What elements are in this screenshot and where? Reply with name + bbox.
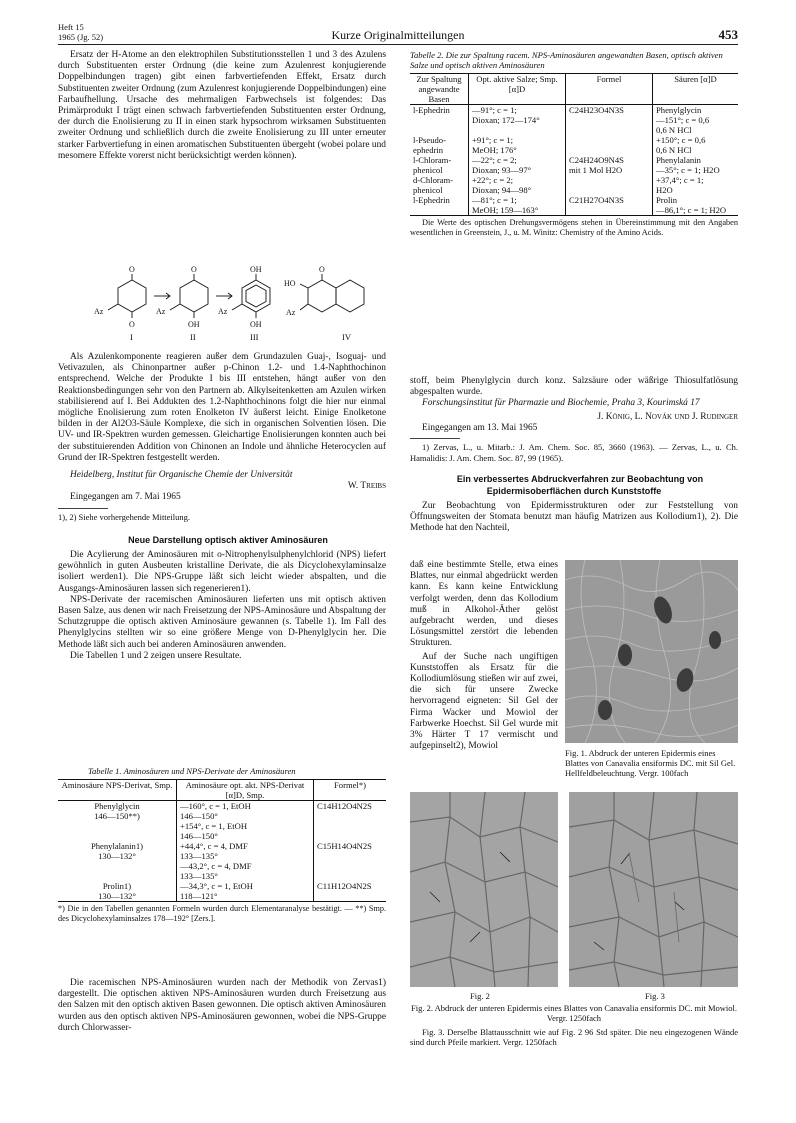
- table-header: Säuren [α]D: [674, 74, 717, 84]
- table-cell: Dioxan; 93—97°: [469, 165, 566, 175]
- institution: Forschungsinstitut für Pharmazie und Biochemie, Praha 3, Kourimská 17: [422, 398, 700, 409]
- table-header: Formel: [566, 74, 653, 105]
- figure-2-micrograph: [410, 792, 558, 987]
- table-cell: 133—135°: [177, 851, 314, 861]
- table-row: [410, 165, 738, 175]
- table-cell: [314, 871, 387, 881]
- figure-1-caption: Fig. 1. Abdruck der unteren Epidermis eines Blattes von Canavalia ensiformis DC. mit Sil Gel. Hellfeldbeleuchtung. Vergr. 100fach: [565, 748, 736, 778]
- atom-label: OH: [250, 320, 262, 329]
- reaction-scheme: [90, 262, 370, 342]
- table-cell: +91°; c = 1;: [469, 135, 566, 145]
- paragraph: Als Azulenkomponente reagieren außer dem Grundazulen Guaj-, Isoguaj- und Vetivazulen, als Chinonpartner außer p-Chinon 1.2- und 1.4-Naphthochinon entsprechend. Welche der Produkte I bis III entstehen, hängt außer von den Reaktionsbedingungen sehr von den Partnern ab. Alkylseitenketten am Azulen wirken stabilisierend auf I. Bei Addukten des 1.2-Naphthochinons folgt die hier nur einmal mögliche Enolisierung zum roten Enolketon IV äußerst leicht. Einige Enolketone bilden in der Al2O3-Säule Komplexe, die sich in organischen Solventien lösen. Die UV- und IR-Spektren wurden gemessen. Gleichartige Enolisierungen konnten auch bei der substituierenden Addition von Chinonen an Indole und ähnliche Heterocyclen auf Grund der IR-Spektren festgestellt werden.: [58, 352, 386, 463]
- table-cell: phenicol: [410, 185, 469, 195]
- table-cell: [410, 205, 469, 216]
- paragraph: Zur Beobachtung von Epidermisstrukturen oder zur Feststellung von Öffnungsweiten der Stomata benutzt man häufig Matrizen aus Kollodium1), 2). Die Methode hat den Nachteil,: [410, 500, 738, 534]
- table-header: Aminosäure NPS-Derivat, Smp.: [58, 780, 177, 801]
- issue-number: Heft 15: [58, 22, 84, 32]
- table-cell: Prolin: [656, 195, 678, 205]
- table-cell: 0,6 N HCl: [656, 125, 692, 135]
- page-number: 453: [718, 27, 738, 42]
- table2-title: Tabelle 2. Die zur Spaltung racem. NPS-Aminosäuren angewandten Basen, optisch aktiven Salze und optisch aktiven Aminosäuren: [410, 50, 723, 70]
- table-cell: Dioxan; 172—174°: [469, 115, 566, 125]
- table-cell: [566, 145, 653, 155]
- atom-label: Az: [94, 307, 104, 316]
- compound-label: I: [130, 332, 133, 342]
- paragraph: Die racemischen NPS-Aminosäuren wurden nach der Methodik von Zervas1) dargestellt. Die optischen aktiven NPS-Aminosäuren wurden durch Freisetzung aus den Salzen mit den optisch aktiven Basen gewonnen. Die optisch aktiven Aminosäuren wurden aus den optisch aktiven NPS-Aminosäuren gewonnen, wobei die NPS-Gruppe durch Chlorwasser-: [58, 978, 386, 1033]
- table-cell: d-Chloram-: [410, 175, 469, 185]
- table-cell: l-Ephedrin: [410, 195, 469, 205]
- figure-1-micrograph: [565, 560, 738, 743]
- table-cell: —151°; c = 0,6: [656, 115, 710, 125]
- table-row: [410, 185, 738, 195]
- table-cell: —34,3°, c = 1, EtOH: [177, 881, 314, 891]
- table1-block: [58, 766, 386, 923]
- atom-label: O: [129, 265, 135, 274]
- table-cell: H2O: [656, 185, 673, 195]
- atom-label: Az: [286, 308, 296, 317]
- table-cell: 146—150°: [177, 811, 314, 821]
- running-header-section: Kurze Originalmitteilungen: [331, 28, 465, 42]
- table-header: Zur Spaltung angewandte Basen: [410, 74, 469, 105]
- table-cell: [469, 125, 566, 135]
- table-row: [410, 205, 738, 216]
- table-cell: MeOH; 176°: [469, 145, 566, 155]
- table-cell: phenicol: [410, 165, 469, 175]
- table-row: [58, 811, 386, 821]
- left-column-middle: [58, 352, 386, 662]
- atom-label: O: [191, 265, 197, 274]
- table-header: Aminosäure opt. akt. NPS-Derivat [α]D, Smp.: [177, 780, 314, 801]
- table-cell: —22°; c = 2;: [469, 155, 566, 165]
- table-cell: 118—121°: [177, 891, 314, 902]
- cell-walls-texture: [569, 792, 738, 987]
- table1-title: Tabelle 1. Aminosäuren und NPS-Derivate der Aminosäuren: [88, 766, 296, 776]
- table-row: [58, 851, 386, 861]
- table-row: [410, 145, 738, 155]
- figure-2-caption: Fig. 2. Abdruck der unteren Epidermis eines Blattes von Canavalia ensiformis DC. mit Mowiol. Vergr. 1250fach: [410, 1003, 738, 1023]
- table-cell: C24H23O4N3S: [566, 105, 653, 116]
- figure-2-label: Fig. 2: [470, 991, 490, 1001]
- table-row: [410, 115, 738, 125]
- table-cell: Prolin1): [58, 881, 177, 891]
- table-cell: 146—150**): [58, 811, 177, 821]
- table-header: Opt. aktive Salze; Smp. [α]D: [469, 74, 566, 105]
- table-row: [58, 871, 386, 881]
- received-date: Eingegangen am 7. Mai 1965: [70, 492, 181, 503]
- table-row: [58, 861, 386, 871]
- paragraph: Ersatz der H-Atome an den elektrophilen Substitutionsstellen 1 und 3 des Azulens durch Substituenten erster Ordnung (die keine zum Azulenrest konjugierende Doppelbindungen tragen) gibt einen farbvertiefenden Effekt, Ersatz durch Substituenten zweiter Ordnung (zum Azulenrest konjugierende Doppelbindungen) eine Farbaufhellung. Ursache des mehrmaligen Farbwechsels ist folgendes: Das Primärprodukt I trägt einen schwach farbvertiefenden Substituenten erster Ordnung, der durch die Enolisierung zu II in einen stark hypsochrom wirksamen Substituenten zweiter Ordnung und schließlich durch die zweite Enolisierung zu III unter erneuter starker Farbvertiefung in einen aromatischen Substituenten übergeht (wobei polare und mesomere Effekte vorerst nicht berücksichtigt werden können).: [58, 50, 386, 161]
- table-cell: 0,6 N HCl: [656, 145, 692, 155]
- atom-label: Az: [156, 307, 166, 316]
- table-cell: —43,2°, c = 4, DMF: [177, 861, 314, 871]
- paragraph: Die Tabellen 1 und 2 zeigen unsere Resultate.: [70, 650, 242, 661]
- table-cell: [410, 125, 469, 135]
- table-cell: C15H14O4N2S: [317, 841, 372, 851]
- table-cell: mit 1 Mol H2O: [566, 165, 653, 175]
- table-row: [58, 881, 386, 891]
- table-cell: [566, 115, 653, 125]
- table-cell: [314, 891, 387, 902]
- table-cell: [314, 811, 387, 821]
- paragraph: Auf der Suche nach ungiftigen Kunststoffen als Ersatz für die Kollodiumlösung stießen wir auf zwei, die sich für unsere Zwecke hervorragend eigneten: Sil Gel der Firma Wacker und Mowiol der Farbwerke Hoechst. Sil Gel wurde mit 3% Härter T 17 vermischt und aufgepinselt2), Mowiol: [410, 651, 558, 752]
- table-cell: [566, 135, 653, 145]
- atom-label: Az: [218, 307, 228, 316]
- table-header: Formel*): [334, 780, 366, 790]
- atom-label: HO: [284, 279, 296, 288]
- footnote-rule: [58, 508, 108, 509]
- section-title: Ein verbessertes Abdruckverfahren zur Beobachtung von Epidermisoberflächen durch Kunststoffe: [456, 474, 704, 496]
- table-cell: Phenylglycin: [58, 801, 177, 812]
- left-column-top: [58, 50, 386, 162]
- table-row: [410, 105, 738, 116]
- table2-block: [410, 50, 738, 238]
- paragraph: daß eine bestimmte Stelle, etwa eines Blattes, nur einmal abgedrückt werden kann. Es kann keine Entwicklung verfolgt werden, denn das Kollodium muß in Alkohol-Äther gelöst aufgebracht werden, und dieses Lösungsmittel zerstört die lebenden Strukturen.: [410, 560, 558, 649]
- atom-label: OH: [250, 265, 262, 274]
- header-rule: [58, 44, 738, 45]
- table-cell: —35°; c = 1; H2O: [656, 165, 720, 175]
- table-row: [410, 195, 738, 205]
- cell-walls-texture: [410, 792, 558, 987]
- table-row: [58, 891, 386, 902]
- table-cell: C14H12O4N2S: [317, 801, 372, 811]
- paragraph: NPS-Derivate der racemischen Aminosäuren lieferten uns mit optisch aktiven Basen Salze, aus denen wir nach Freisetzung der NPS-Aminosäure und Abspaltung der Schutzgruppe die optisch aktiven Aminosäure gewannen (s. Tabelle 1). Im Fall des Phenylglycins stellten wir so eine größere Menge von D-Phenylglycin her. Die Methode läßt sich auch bei anderen Aminosäuren anwenden.: [58, 594, 386, 650]
- table-cell: +154°, c = 1, EtOH: [177, 821, 314, 831]
- table-row: [58, 801, 386, 812]
- atom-label: OH: [188, 320, 200, 329]
- table-cell: MeOH; 159—163°: [469, 205, 566, 216]
- table-cell: [566, 205, 653, 216]
- table-cell: [410, 115, 469, 125]
- atom-label: O: [129, 320, 135, 329]
- table-cell: C11H12O4N2S: [317, 881, 372, 891]
- table-row: [58, 831, 386, 841]
- table-cell: [58, 821, 177, 831]
- compound-label: III: [250, 332, 259, 342]
- table-cell: l-Pseudo-: [410, 135, 469, 145]
- table-cell: +44,4°, c = 4, DMF: [177, 841, 314, 851]
- atom-label: O: [319, 265, 325, 274]
- table-cell: 130—132°: [58, 851, 177, 861]
- left-column-bottom: [58, 978, 386, 1034]
- table-cell: 146—150°: [177, 831, 314, 841]
- table-row: [58, 821, 386, 831]
- table-cell: —86,1°; c = 1; H2O: [656, 205, 727, 215]
- author: W. Treibs: [347, 481, 386, 492]
- compound-label: IV: [342, 332, 351, 342]
- table-cell: [58, 871, 177, 881]
- table-row: [410, 155, 738, 165]
- footnote: 1) Zervas, L., u. Mitarb.: J. Am. Chem. Soc. 85, 3660 (1963). — Zervas, L., u. Ch. Hamalidis: J. Am. Chem. Soc. 87, 99 (1965).: [410, 442, 738, 464]
- table-row: [58, 841, 386, 851]
- footnote: 1), 2) Siehe vorhergehende Mitteilung.: [58, 511, 191, 522]
- received-date: Eingegangen am 13. Mai 1965: [422, 422, 538, 433]
- paragraph: Die Acylierung der Aminosäuren mit o-Nitrophenylsulphenylchlorid (NPS) liefert gewöhnlich in guten Ausbeuten kristalline Derivate, die als Dicyclohexylaminsalze isoliert werden1). Die NPS-Gruppe läßt sich leicht wieder abspalten, und die Ausgangs-Aminosäuren lassen sich regenerieren1).: [58, 550, 386, 594]
- table-cell: [566, 185, 653, 195]
- right-narrow-column: [410, 560, 558, 752]
- table-cell: 130—132°: [58, 891, 177, 902]
- table-cell: [314, 861, 387, 871]
- figure-3-caption: Fig. 3. Derselbe Blattausschnitt wie auf Fig. 2 96 Std später. Die neu eingezogenen Wände sind durch Pfeile markiert. Vergr. 1250fach: [410, 1027, 738, 1047]
- table-cell: [58, 861, 177, 871]
- table-row: [410, 135, 738, 145]
- table-cell: [314, 831, 387, 841]
- table-row: [410, 125, 738, 135]
- table-cell: —91°; c = 1;: [469, 105, 566, 116]
- table-cell: [566, 125, 653, 135]
- table-cell: [314, 851, 387, 861]
- table-cell: Phenylglycin: [656, 105, 702, 115]
- table-cell: 133—135°: [177, 871, 314, 881]
- table-cell: [566, 175, 653, 185]
- table-cell: [314, 821, 387, 831]
- table-cell: ephedrin: [410, 145, 469, 155]
- table-cell: Phenylalanin1): [58, 841, 177, 851]
- figure-3-label: Fig. 3: [645, 991, 665, 1001]
- right-column-top: [410, 376, 738, 534]
- section-title: Neue Darstellung optisch aktiver Aminosäuren: [128, 534, 328, 545]
- table-cell: C21H27O4N3S: [566, 195, 653, 205]
- table-cell: [58, 831, 177, 841]
- table1: [58, 779, 386, 902]
- paragraph: stoff, beim Phenylglycin durch konz. Salzsäure oder wäßrige Thiosulfatlösung abgespalten wurde.: [410, 376, 738, 398]
- issue-year: 1965 (Jg. 52): [58, 32, 104, 42]
- compound-label: II: [190, 332, 196, 342]
- table-cell: +37,4°; c = 1;: [656, 175, 704, 185]
- table-cell: l-Chloram-: [410, 155, 469, 165]
- table1-note: *) Die in den Tabellen genannten Formeln wurden durch Elementaranalyse bestätigt. — **) Smp. des Dicyclohexylaminsalzes 178—192° [Zers.].: [58, 904, 386, 923]
- table-cell: Phenylalanin: [656, 155, 701, 165]
- footnote-rule: [410, 438, 460, 439]
- table-row: [410, 175, 738, 185]
- table-cell: +150°; c = 0,6: [656, 135, 706, 145]
- authors: J. König, L. Novák und J. Rudinger: [597, 411, 738, 422]
- table-cell: +22°; c = 2;: [469, 175, 566, 185]
- table2: [410, 73, 738, 216]
- table-cell: Dioxan; 94—98°: [469, 185, 566, 195]
- table-cell: —81°; c = 1;: [469, 195, 566, 205]
- epidermis-texture: [565, 560, 738, 743]
- institution: Heidelberg, Institut für Organische Chemie der Universität: [70, 470, 293, 481]
- table2-note: Die Werte des optischen Drehungsvermögens stehen in Übereinstimmung mit den Angaben wesentlichen in Greenstein, J., u. M. Winitz: Chemistry of the Amino Acids.: [410, 218, 738, 237]
- table-cell: l-Ephedrin: [410, 105, 469, 116]
- figure-3-micrograph: [569, 792, 738, 987]
- table-cell: —160°, c = 1, EtOH: [177, 801, 314, 812]
- table-cell: C24H24O9N4S: [566, 155, 653, 165]
